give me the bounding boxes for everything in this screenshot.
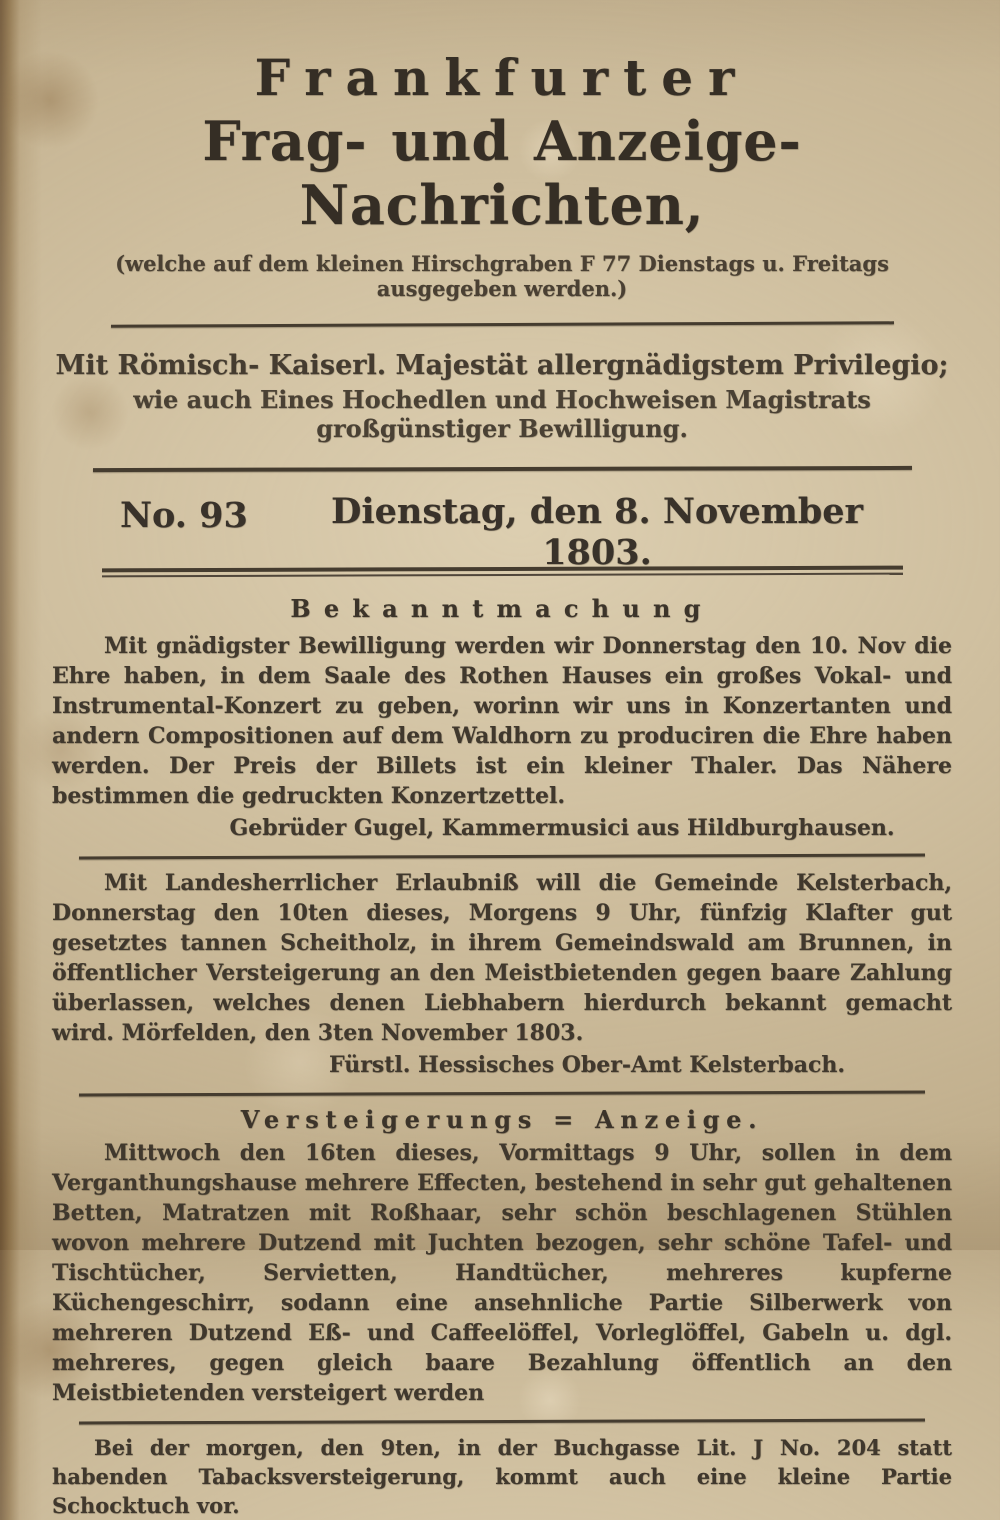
newspaper-title-line1: Frankfurter xyxy=(254,48,750,107)
section-divider-rule xyxy=(79,854,925,860)
divider-rule xyxy=(92,466,911,472)
section-divider-rule xyxy=(79,1419,925,1425)
privilege-line1: Mit Römisch- Kaiserl. Majestät allergnädigstem Privilegio; xyxy=(55,350,949,381)
issue-date: Dienstag, den 8. November 1803. xyxy=(330,491,863,573)
dateline xyxy=(52,487,952,573)
section-divider-rule xyxy=(79,1091,925,1097)
wood-auction-signature: Fürstl. Hessisches Ober-Amt Kelsterbach. xyxy=(328,1052,846,1078)
privilege-line2: wie auch Eines Hochedlen und Hochweisen Magistrats großgünstiger Bewilligung. xyxy=(133,385,871,443)
double-divider-rule xyxy=(101,566,902,578)
divider-rule xyxy=(110,321,893,327)
masthead xyxy=(52,48,952,301)
section-announcement xyxy=(52,594,952,843)
wood-auction-body: Mit Landesherrlicher Erlaubniß will die Gemeinde Kelsterbach, Donnerstag den 10ten dieses, Morgens 9 Uhr, fünfzig Klafter gut gesetztes tannen Scheitholz, in ihrem Gemeindswald am Brunnen, in öffentlicher Versteigerung an den Meistbietenden gegen baare Zahlung überlassen, welches denen Liebhabern hierdurch bekannt gemacht wird. Mörfelden, den 3ten November 1803. xyxy=(52,870,952,1046)
issue-number: No. 93 xyxy=(120,495,248,536)
section-wood-auction xyxy=(52,868,952,1080)
announcement-body: Mit gnädigster Bewilligung werden wir Donnerstag den 10. Nov die Ehre haben, in dem Saale des Rothen Hauses ein großes Vokal- und Instrumental-Konzert zu geben, worinn wir uns in Konzertanten und andern Compositionen auf dem Waldhorn zu produciren die Ehre haben werden. Der Preis der Billets ist ein kleiner Thaler. Das Nähere bestimmen die gedruckten Konzertzettel. xyxy=(52,633,952,809)
privilege-statement xyxy=(52,350,952,443)
announcement-signature: Gebrüder Gugel, Kammermusici aus Hildburghausen. xyxy=(229,815,895,841)
masthead-subtitle: (welche auf dem kleinen Hirschgraben F 77 Dienstags u. Freitags ausgegeben werden.) xyxy=(115,251,889,301)
newspaper-title-line2: Frag- und Anzeige-Nachrichten, xyxy=(202,109,802,237)
section-auction-ad xyxy=(52,1105,952,1408)
auction-ad-body: Mittwoch den 16ten dieses, Vormittags 9 Uhr, sollen in dem Verganthungshause mehrere Effecten, bestehend in sehr gut gehaltenen Betten, Matratzen mit Roßhaar, sehr schön beschlagenen Stühlen wovon mehrere Dutzend mit Juchten bezogen, sehr schöne Tafel- und Tischtücher, Servietten, Handtücher, mehreres kupferne Küchengeschirr, sodann eine ansehnliche Partie Silberwerk von mehreren Dutzend Eß- und Caffeelöffel, Vorleglöffel, Gabeln u. dgl. mehreres, gegen gleich baare Bezahlung öffentlich an den Meistbietenden versteigert werden xyxy=(52,1140,952,1406)
tobacco-note-body: Bei der morgen, den 9ten, in der Buchgasse Lit. J No. 204 statt habenden Tabacksversteigerung, kommt auch eine kleine Partie Schocktuch vor. xyxy=(52,1435,952,1518)
section-tobacco-note xyxy=(52,1433,952,1520)
announcement-heading: Bekanntmachung xyxy=(290,594,714,623)
auction-ad-heading: Versteigerungs = Anzeige. xyxy=(240,1105,764,1134)
